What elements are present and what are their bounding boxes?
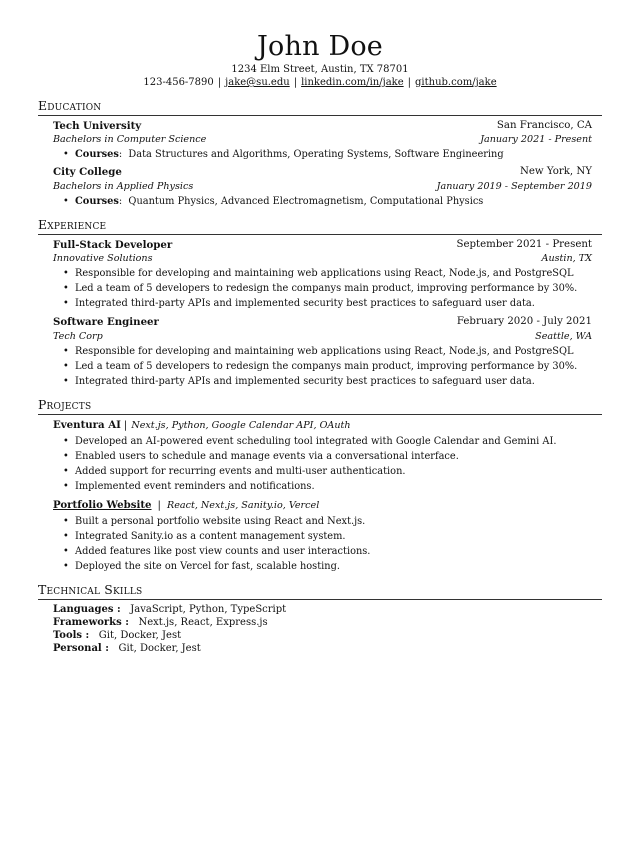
section-title: Projects (38, 397, 602, 415)
skills-section (38, 582, 602, 655)
courses-text: Quantum Physics, Advanced Electromagnetism, Computational Physics (128, 195, 484, 207)
resume-page (0, 32, 640, 860)
section-title: Technical Skills (38, 582, 602, 600)
skills-label: Tools : (53, 629, 90, 641)
section-title: Education (38, 98, 602, 116)
separator: | (123, 419, 128, 431)
linkedin-link[interactable]: linkedin.com/in/jake (301, 77, 404, 88)
skills-row (53, 642, 602, 655)
courses-label: Courses (75, 195, 119, 207)
address: 1234 Elm Street, Austin, TX 78701 (231, 64, 409, 75)
company: Tech Corp (53, 330, 103, 342)
school-location: San Francisco, CA (496, 120, 592, 131)
skills-value: Git, Docker, Jest (118, 642, 201, 654)
skills-label: Frameworks : (53, 616, 129, 628)
bullet-list (53, 344, 592, 389)
skills-label: Personal : (53, 642, 109, 654)
projects-section (38, 397, 602, 574)
bullet-list (53, 514, 592, 574)
bullet-item: • Integrated Sanity.io as a content management system. (75, 529, 592, 544)
contact-line (38, 76, 602, 90)
job-title: Full-Stack Developer (53, 238, 173, 251)
job-title: Software Engineer (53, 316, 159, 329)
courses-text: Data Structures and Algorithms, Operating Systems, Software Engineering (128, 149, 504, 161)
project-tech: Next.js, Python, Google Calendar API, OAuth (131, 419, 351, 431)
project-name: Eventura AI (53, 418, 121, 431)
degree: Bachelors in Computer Science (53, 134, 207, 146)
bullet-item: • Led a team of 5 developers to redesign the companys main product, improving performance by 30%. (75, 281, 592, 296)
experience-entry (38, 315, 602, 388)
project-entry (38, 418, 602, 494)
github-link[interactable]: github.com/jake (415, 77, 497, 88)
company: Innovative Solutions (53, 253, 153, 265)
job-location: Seattle, WA (535, 330, 592, 342)
courses-item: • Courses: Quantum Physics, Advanced Electromagnetism, Computational Physics (75, 194, 592, 209)
school-location: New York, NY (519, 166, 592, 178)
separator: | (157, 499, 161, 511)
bullet-item: • Integrated third-party APIs and implemented security best practices to safeguard user data. (75, 296, 592, 311)
skills-value: JavaScript, Python, TypeScript (130, 603, 287, 615)
bullet-item: • Responsible for developing and maintaining web applications using React, Node.js, and PostgreSQL (75, 344, 592, 359)
bullet-item: • Implemented event reminders and notifications. (75, 479, 592, 494)
dates: January 2021 - Present (480, 134, 592, 146)
bullet-item: • Developed an AI-powered event scheduling tool integrated with Google Calendar and Gemini AI. (75, 434, 592, 449)
job-location: Austin, TX (541, 253, 592, 265)
degree: Bachelors in Applied Physics (53, 180, 194, 192)
experience-entry (38, 238, 602, 311)
experience-section (38, 217, 602, 389)
bullet-item: • Enabled users to schedule and manage events via a conversational interface. (75, 449, 592, 464)
phone: 123-456-7890 (143, 77, 214, 88)
school-name: City College (53, 166, 122, 179)
education-section (38, 98, 602, 209)
education-entry (38, 165, 602, 208)
skills-value: Next.js, React, Express.js (138, 616, 268, 628)
bullet-item: • Added support for recurring events and multi-user authentication. (75, 464, 592, 479)
project-link[interactable]: Portfolio Website (53, 498, 152, 511)
project-tech: React, Next.js, Sanity.io, Vercel (166, 499, 320, 511)
bullet-item: • Responsible for developing and maintaining web applications using React, Node.js, and PostgreSQL (75, 266, 592, 281)
separator: | (217, 77, 222, 88)
courses-list (53, 147, 592, 162)
education-entry (38, 119, 602, 162)
courses-item: • Courses: Data Structures and Algorithms, Operating Systems, Software Engineering (75, 147, 592, 162)
separator: | (407, 77, 412, 88)
school-name: Tech University (53, 120, 142, 132)
job-dates: February 2020 - July 2021 (456, 316, 592, 328)
dates: January 2019 - September 2019 (436, 180, 592, 192)
bullet-item: • Led a team of 5 developers to redesign the companys main product, improving performance by 30%. (75, 359, 592, 374)
skills-list (38, 603, 602, 655)
bullet-list (53, 266, 592, 311)
skills-label: Languages : (53, 603, 121, 615)
bullet-item: • Integrated third-party APIs and implemented security best practices to safeguard user data. (75, 374, 592, 389)
section-title: Experience (38, 217, 602, 235)
email-link[interactable]: jake@su.edu (225, 77, 290, 88)
bullet-item: • Added features like post view counts and user interactions. (75, 544, 592, 559)
courses-label: Courses (75, 149, 119, 161)
bullet-list (53, 434, 592, 494)
job-dates: September 2021 - Present (456, 238, 592, 250)
skills-row (53, 629, 602, 642)
candidate-name: John Doe (257, 31, 383, 62)
skills-row (53, 603, 602, 616)
separator: | (293, 77, 298, 88)
courses-list (53, 194, 592, 209)
skills-value: Git, Docker, Jest (98, 629, 182, 641)
bullet-item: • Deployed the site on Vercel for fast, scalable hosting. (75, 559, 592, 574)
bullet-item: • Built a personal portfolio website using React and Next.js. (75, 514, 592, 529)
project-entry (38, 498, 602, 574)
skills-row (53, 616, 602, 629)
